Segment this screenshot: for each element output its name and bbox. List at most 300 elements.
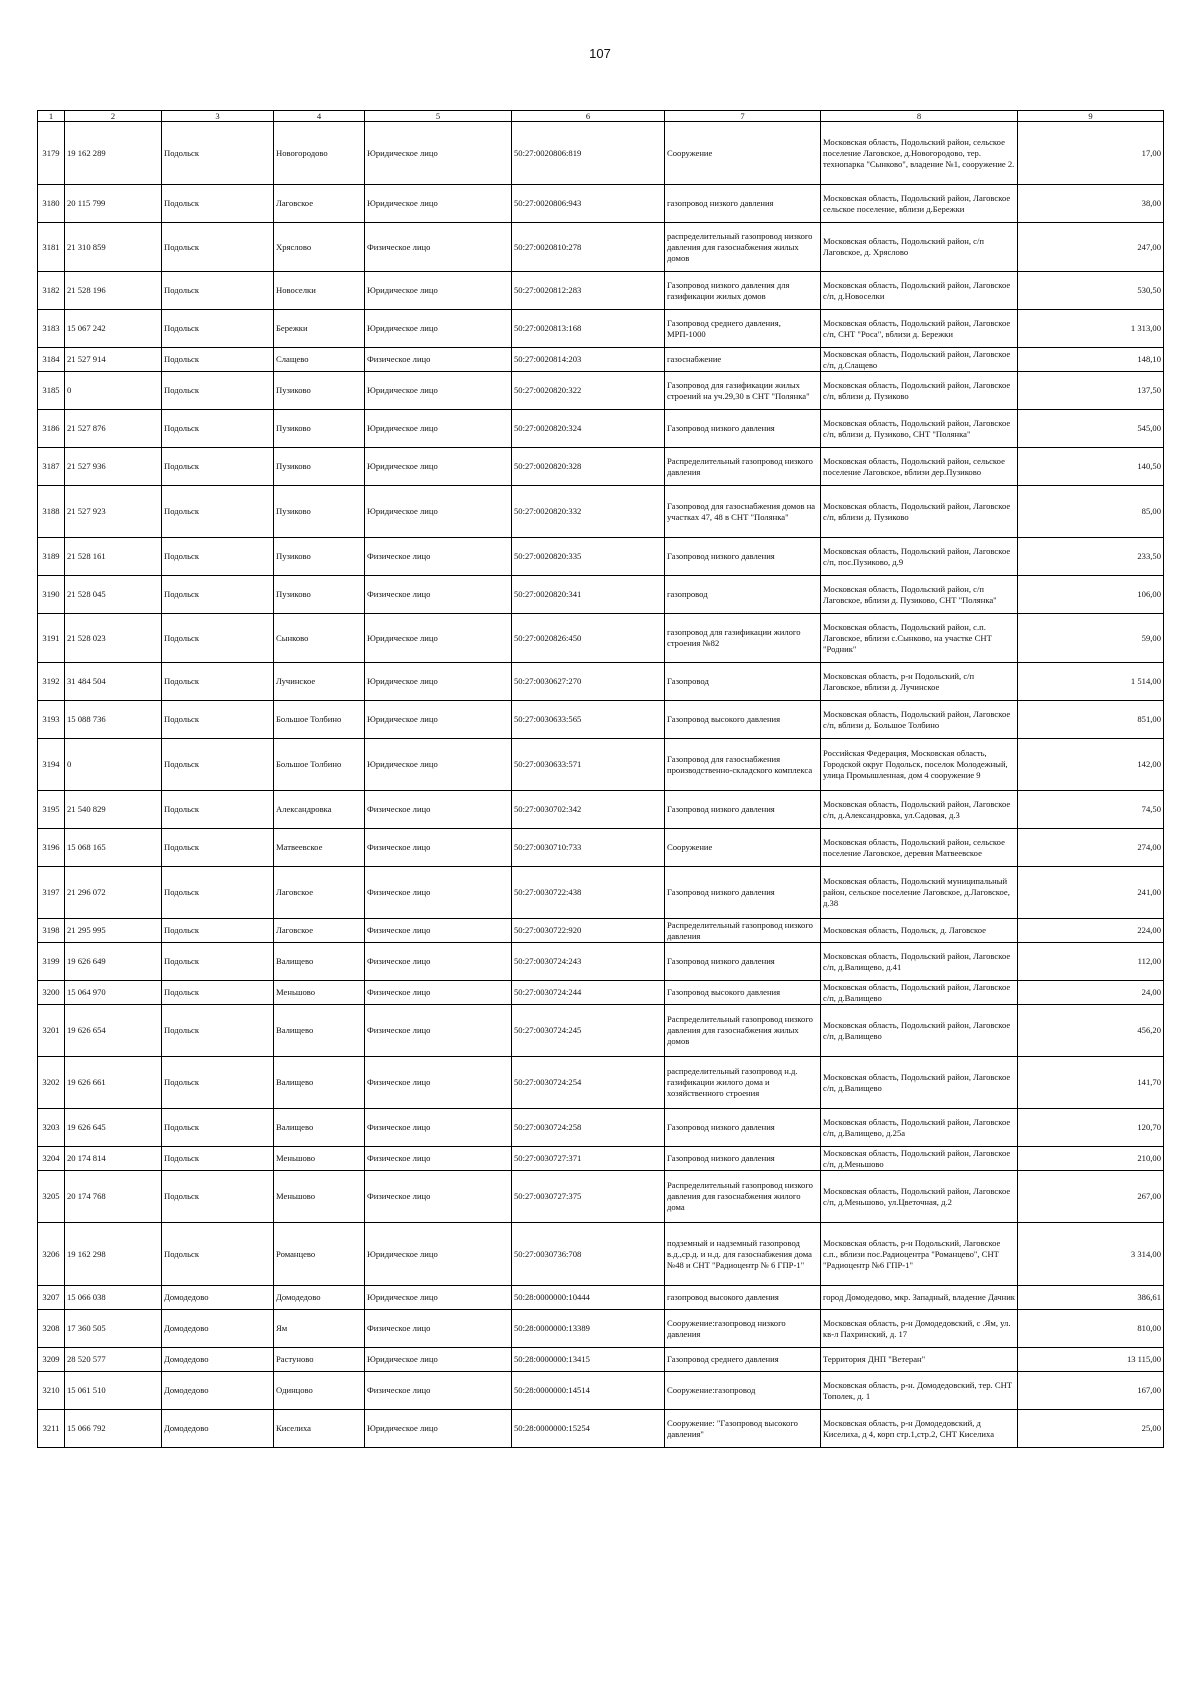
settlement: Киселиха <box>274 1410 365 1448</box>
object-code: 15 061 510 <box>65 1372 162 1410</box>
cadastral-number: 50:27:0030727:371 <box>512 1147 665 1171</box>
city: Подольск <box>162 448 274 486</box>
cadastral-number: 50:27:0030722:438 <box>512 867 665 919</box>
length: 545,00 <box>1018 410 1164 448</box>
row-number: 3192 <box>38 663 65 701</box>
table-row <box>38 223 1164 272</box>
length: 1 514,00 <box>1018 663 1164 701</box>
owner-type: Юридическое лицо <box>365 122 512 185</box>
row-number: 3195 <box>38 791 65 829</box>
owner-type: Физическое лицо <box>365 348 512 372</box>
row-number: 3193 <box>38 701 65 739</box>
owner-type: Физическое лицо <box>365 943 512 981</box>
length: 241,00 <box>1018 867 1164 919</box>
address: Московская область, Подольский район, Лаговское с/п, д.Александровка, ул.Садовая, д.3 <box>821 791 1018 829</box>
row-number: 3205 <box>38 1171 65 1223</box>
city: Домодедово <box>162 1310 274 1348</box>
object-name: газопровод высокого давления <box>665 1286 821 1310</box>
address: Московская область, р-н Подольский, с/п Лаговское, вблизи д. Лучинское <box>821 663 1018 701</box>
cadastral-number: 50:27:0020820:341 <box>512 576 665 614</box>
object-code: 21 528 196 <box>65 272 162 310</box>
owner-type: Физическое лицо <box>365 538 512 576</box>
city: Подольск <box>162 223 274 272</box>
table-row <box>38 272 1164 310</box>
city: Подольск <box>162 1223 274 1286</box>
city: Подольск <box>162 1005 274 1057</box>
object-name: Сооружение <box>665 122 821 185</box>
cadastral-number: 50:27:0030724:245 <box>512 1005 665 1057</box>
table-row <box>38 410 1164 448</box>
cadastral-number: 50:27:0030633:571 <box>512 739 665 791</box>
city: Подольск <box>162 739 274 791</box>
cadastral-number: 50:27:0030722:920 <box>512 919 665 943</box>
cadastral-number: 50:28:0000000:15254 <box>512 1410 665 1448</box>
length: 456,20 <box>1018 1005 1164 1057</box>
row-number: 3189 <box>38 538 65 576</box>
length: 233,50 <box>1018 538 1164 576</box>
object-name: Газопровод низкого давления <box>665 1147 821 1171</box>
table-row <box>38 663 1164 701</box>
owner-type: Юридическое лицо <box>365 1410 512 1448</box>
object-code: 21 528 161 <box>65 538 162 576</box>
owner-type: Юридическое лицо <box>365 614 512 663</box>
settlement: Александровка <box>274 791 365 829</box>
cadastral-number: 50:27:0020820:328 <box>512 448 665 486</box>
settlement: Лаговское <box>274 867 365 919</box>
length: 120,70 <box>1018 1109 1164 1147</box>
city: Подольск <box>162 1057 274 1109</box>
length: 38,00 <box>1018 185 1164 223</box>
table-row <box>38 486 1164 538</box>
cadastral-number: 50:27:0020806:943 <box>512 185 665 223</box>
length: 148,10 <box>1018 348 1164 372</box>
city: Домодедово <box>162 1286 274 1310</box>
city: Подольск <box>162 538 274 576</box>
cadastral-number: 50:27:0030633:565 <box>512 701 665 739</box>
settlement: Пузиково <box>274 576 365 614</box>
row-number: 3190 <box>38 576 65 614</box>
settlement: Одинцово <box>274 1372 365 1410</box>
object-code: 20 115 799 <box>65 185 162 223</box>
cadastral-number: 50:27:0020820:324 <box>512 410 665 448</box>
length: 267,00 <box>1018 1171 1164 1223</box>
object-code: 15 066 038 <box>65 1286 162 1310</box>
object-name: газопровод <box>665 576 821 614</box>
table-row <box>38 448 1164 486</box>
cadastral-number: 50:27:0020813:168 <box>512 310 665 348</box>
city: Подольск <box>162 272 274 310</box>
length: 24,00 <box>1018 981 1164 1005</box>
column-header: 3 <box>162 111 274 122</box>
settlement: Лаговское <box>274 185 365 223</box>
cadastral-number: 50:27:0030627:270 <box>512 663 665 701</box>
column-header: 9 <box>1018 111 1164 122</box>
settlement: Растуново <box>274 1348 365 1372</box>
owner-type: Физическое лицо <box>365 576 512 614</box>
settlement: Валищево <box>274 943 365 981</box>
table-row <box>38 867 1164 919</box>
object-name: Сооружение: "Газопровод высокого давления" <box>665 1410 821 1448</box>
settlement: Большое Толбино <box>274 701 365 739</box>
object-code: 21 540 829 <box>65 791 162 829</box>
owner-type: Физическое лицо <box>365 981 512 1005</box>
owner-type: Физическое лицо <box>365 1005 512 1057</box>
object-name: Газопровод среднего давления, МРП-1000 <box>665 310 821 348</box>
settlement: Бережки <box>274 310 365 348</box>
header-row <box>38 111 1164 122</box>
row-number: 3202 <box>38 1057 65 1109</box>
owner-type: Юридическое лицо <box>365 185 512 223</box>
settlement: Сынково <box>274 614 365 663</box>
address: Московская область, Подольский район, с/п Лаговское, д. Хряслово <box>821 223 1018 272</box>
table-row <box>38 1348 1164 1372</box>
cadastral-number: 50:27:0020814:203 <box>512 348 665 372</box>
row-number: 3179 <box>38 122 65 185</box>
settlement: Ям <box>274 1310 365 1348</box>
table-row <box>38 791 1164 829</box>
city: Подольск <box>162 185 274 223</box>
address: Московская область, Подольский район, Лаговское с/п, д.Меньшово, ул.Цветочная, д.2 <box>821 1171 1018 1223</box>
cadastral-number: 50:27:0020826:450 <box>512 614 665 663</box>
address: Московская область, Подольский район, Лаговское с/п, СНТ "Роса", вблизи д. Бережки <box>821 310 1018 348</box>
object-name: Газопровод низкого давления <box>665 410 821 448</box>
object-code: 21 528 023 <box>65 614 162 663</box>
table-row <box>38 919 1164 943</box>
settlement: Новоселки <box>274 272 365 310</box>
object-code: 21 296 072 <box>65 867 162 919</box>
owner-type: Физическое лицо <box>365 1147 512 1171</box>
settlement: Новогородово <box>274 122 365 185</box>
object-name: Газопровод <box>665 663 821 701</box>
object-code: 28 520 577 <box>65 1348 162 1372</box>
object-code: 20 174 814 <box>65 1147 162 1171</box>
object-name: распределительный газопровод низкого давления для газоснабжения жилых домов <box>665 223 821 272</box>
address: Московская область, р-н Домодедовский, с .Ям, ул. кв-л Пахринский, д. 17 <box>821 1310 1018 1348</box>
address: Московская область, Подольский муниципальный район, сельское поселение Лаговское, д.Лаговское, д.38 <box>821 867 1018 919</box>
address: Московская область, Подольский район, сельское поселение Лаговское, д.Новогородово, тер. технопарка "Сынково", владение №1, сооружение 2. <box>821 122 1018 185</box>
length: 810,00 <box>1018 1310 1164 1348</box>
table-row <box>38 1310 1164 1348</box>
length: 530,50 <box>1018 272 1164 310</box>
length: 247,00 <box>1018 223 1164 272</box>
length: 167,00 <box>1018 1372 1164 1410</box>
owner-type: Физическое лицо <box>365 867 512 919</box>
settlement: Пузиково <box>274 410 365 448</box>
settlement: Матвеевское <box>274 829 365 867</box>
object-code: 19 626 661 <box>65 1057 162 1109</box>
city: Подольск <box>162 576 274 614</box>
address: Московская область, Подольский район, Лаговское с/п, д.Слащево <box>821 348 1018 372</box>
address: Московская область, Подольский район, Лаговское с/п, вблизи д. Пузиково, СНТ "Полянка" <box>821 410 1018 448</box>
object-code: 31 484 504 <box>65 663 162 701</box>
object-code: 21 310 859 <box>65 223 162 272</box>
length: 142,00 <box>1018 739 1164 791</box>
settlement: Валищево <box>274 1005 365 1057</box>
row-number: 3184 <box>38 348 65 372</box>
object-name: Сооружение:газопровод низкого давления <box>665 1310 821 1348</box>
owner-type: Юридическое лицо <box>365 448 512 486</box>
object-name: Распределительный газопровод низкого давления для газоснабжения жилых домов <box>665 1005 821 1057</box>
cadastral-number: 50:28:0000000:13415 <box>512 1348 665 1372</box>
owner-type: Юридическое лицо <box>365 663 512 701</box>
row-number: 3210 <box>38 1372 65 1410</box>
city: Подольск <box>162 1171 274 1223</box>
length: 112,00 <box>1018 943 1164 981</box>
row-number: 3201 <box>38 1005 65 1057</box>
owner-type: Физическое лицо <box>365 223 512 272</box>
settlement: Романцево <box>274 1223 365 1286</box>
row-number: 3183 <box>38 310 65 348</box>
row-number: 3200 <box>38 981 65 1005</box>
owner-type: Юридическое лицо <box>365 372 512 410</box>
length: 17,00 <box>1018 122 1164 185</box>
object-name: Газопровод низкого давления <box>665 538 821 576</box>
settlement: Валищево <box>274 1057 365 1109</box>
length: 851,00 <box>1018 701 1164 739</box>
address: Московская область, Подольский район, Лаговское с/п, д.Меньшово <box>821 1147 1018 1171</box>
object-name: газопровод низкого давления <box>665 185 821 223</box>
address: Московская область, Подольский район, Лаговское с/п, вблизи д. Большое Толбино <box>821 701 1018 739</box>
row-number: 3208 <box>38 1310 65 1348</box>
city: Домодедово <box>162 1410 274 1448</box>
settlement: Домодедово <box>274 1286 365 1310</box>
row-number: 3211 <box>38 1410 65 1448</box>
owner-type: Юридическое лицо <box>365 1223 512 1286</box>
object-code: 15 088 736 <box>65 701 162 739</box>
address: Московская область, Подольский район, Лаговское с/п, д.Валищево <box>821 981 1018 1005</box>
address: Московская область, Подольский район, с/п Лаговское, вблизи д. Пузиково, СНТ "Полянка" <box>821 576 1018 614</box>
city: Подольск <box>162 663 274 701</box>
object-name: Распределительный газопровод низкого давления для газоснабжения жилого дома <box>665 1171 821 1223</box>
row-number: 3198 <box>38 919 65 943</box>
table-row <box>38 538 1164 576</box>
cadastral-number: 50:27:0020812:283 <box>512 272 665 310</box>
city: Подольск <box>162 829 274 867</box>
address: Московская область, Подольский район, Лаговское с/п, пос.Пузиково, д.9 <box>821 538 1018 576</box>
row-number: 3194 <box>38 739 65 791</box>
object-name: подземный и надземный газопровод в.д.,ср.д. и н.д. для газоснабжения дома №48 и СНТ "Радиоцентр № 6 ГПР-1" <box>665 1223 821 1286</box>
length: 3 314,00 <box>1018 1223 1164 1286</box>
city: Домодедово <box>162 1348 274 1372</box>
owner-type: Юридическое лицо <box>365 1348 512 1372</box>
length: 141,70 <box>1018 1057 1164 1109</box>
column-header: 2 <box>65 111 162 122</box>
settlement: Слащево <box>274 348 365 372</box>
length: 25,00 <box>1018 1410 1164 1448</box>
city: Подольск <box>162 372 274 410</box>
settlement: Меньшово <box>274 1147 365 1171</box>
settlement: Большое Толбино <box>274 739 365 791</box>
row-number: 3207 <box>38 1286 65 1310</box>
cadastral-number: 50:27:0030736:708 <box>512 1223 665 1286</box>
city: Подольск <box>162 919 274 943</box>
table-row <box>38 185 1164 223</box>
length: 59,00 <box>1018 614 1164 663</box>
object-code: 15 066 792 <box>65 1410 162 1448</box>
object-code: 15 064 970 <box>65 981 162 1005</box>
cadastral-number: 50:27:0030724:258 <box>512 1109 665 1147</box>
table-row <box>38 1147 1164 1171</box>
city: Подольск <box>162 122 274 185</box>
object-name: Газопровод низкого давления <box>665 867 821 919</box>
cadastral-number: 50:27:0020806:819 <box>512 122 665 185</box>
length: 13 115,00 <box>1018 1348 1164 1372</box>
settlement: Пузиково <box>274 448 365 486</box>
owner-type: Физическое лицо <box>365 829 512 867</box>
address: Московская область, Подольский район, сельское поселение Лаговское, деревня Матвеевское <box>821 829 1018 867</box>
owner-type: Физическое лицо <box>365 1310 512 1348</box>
owner-type: Юридическое лицо <box>365 739 512 791</box>
owner-type: Физическое лицо <box>365 1109 512 1147</box>
table-row <box>38 739 1164 791</box>
length: 1 313,00 <box>1018 310 1164 348</box>
address: Московская область, Подольский район, Лаговское с/п, д.Новоселки <box>821 272 1018 310</box>
object-code: 0 <box>65 372 162 410</box>
column-header: 6 <box>512 111 665 122</box>
object-name: Газопровод для газоснабжения производственно-складского комплекса <box>665 739 821 791</box>
table-row <box>38 1286 1164 1310</box>
table-row <box>38 1372 1164 1410</box>
row-number: 3188 <box>38 486 65 538</box>
object-name: Газопровод низкого давления <box>665 791 821 829</box>
object-name: Распределительный газопровод низкого давления <box>665 448 821 486</box>
address: Московская область, Подольский район, Лаговское с/п, д.Валищево, д.25а <box>821 1109 1018 1147</box>
object-name: Газопровод для газификации жилых строений на уч.29,30 в СНТ "Полянка" <box>665 372 821 410</box>
object-code: 20 174 768 <box>65 1171 162 1223</box>
city: Подольск <box>162 1109 274 1147</box>
table-row <box>38 614 1164 663</box>
object-code: 19 626 645 <box>65 1109 162 1147</box>
city: Подольск <box>162 867 274 919</box>
table-row <box>38 122 1164 185</box>
object-name: Газопровод низкого давления для газификации жилых домов <box>665 272 821 310</box>
city: Подольск <box>162 410 274 448</box>
address: Московская область, Подольский район, Лаговское с/п, вблизи д. Пузиково <box>821 486 1018 538</box>
column-header: 4 <box>274 111 365 122</box>
table-row <box>38 1005 1164 1057</box>
cadastral-number: 50:27:0020820:332 <box>512 486 665 538</box>
address: Российская Федерация, Московская область, Городской округ Подольск, поселок Молодежный, улица Промышленная, дом 4 сооружение 9 <box>821 739 1018 791</box>
object-code: 21 295 995 <box>65 919 162 943</box>
table-row <box>38 943 1164 981</box>
cadastral-number: 50:27:0030702:342 <box>512 791 665 829</box>
object-name: Сооружение:газопровод <box>665 1372 821 1410</box>
settlement: Меньшово <box>274 1171 365 1223</box>
table-row <box>38 829 1164 867</box>
table-body <box>38 122 1164 1448</box>
object-code: 19 626 649 <box>65 943 162 981</box>
table-row <box>38 1223 1164 1286</box>
owner-type: Юридическое лицо <box>365 410 512 448</box>
object-code: 19 162 289 <box>65 122 162 185</box>
length: 137,50 <box>1018 372 1164 410</box>
object-code: 0 <box>65 739 162 791</box>
object-code: 19 162 298 <box>65 1223 162 1286</box>
row-number: 3191 <box>38 614 65 663</box>
cadastral-number: 50:27:0030710:733 <box>512 829 665 867</box>
row-number: 3187 <box>38 448 65 486</box>
object-name: Газопровод низкого давления <box>665 943 821 981</box>
registry-table <box>37 110 1164 1448</box>
length: 386,61 <box>1018 1286 1164 1310</box>
object-name: Газопровод высокого давления <box>665 981 821 1005</box>
owner-type: Юридическое лицо <box>365 310 512 348</box>
address: Московская область, Подольский район, Лаговское с/п, д.Валищево, д.41 <box>821 943 1018 981</box>
owner-type: Юридическое лицо <box>365 701 512 739</box>
table-row <box>38 1057 1164 1109</box>
city: Подольск <box>162 310 274 348</box>
owner-type: Физическое лицо <box>365 1057 512 1109</box>
settlement: Пузиково <box>274 372 365 410</box>
city: Подольск <box>162 981 274 1005</box>
address: Московская область, р-н. Домодедовский, тер. СНТ Тополек, д. 1 <box>821 1372 1018 1410</box>
object-name: Газопровод среднего давления <box>665 1348 821 1372</box>
row-number: 3181 <box>38 223 65 272</box>
row-number: 3197 <box>38 867 65 919</box>
city: Подольск <box>162 486 274 538</box>
length: 210,00 <box>1018 1147 1164 1171</box>
row-number: 3206 <box>38 1223 65 1286</box>
column-header: 5 <box>365 111 512 122</box>
object-name: распределительный газопровод н.д. газификации жилого дома и хозяйственного строения <box>665 1057 821 1109</box>
city: Подольск <box>162 348 274 372</box>
object-code: 15 067 242 <box>65 310 162 348</box>
settlement: Меньшово <box>274 981 365 1005</box>
owner-type: Юридическое лицо <box>365 272 512 310</box>
cadastral-number: 50:27:0020820:322 <box>512 372 665 410</box>
cadastral-number: 50:27:0020820:335 <box>512 538 665 576</box>
object-name: Газопровод для газоснабжения домов на участках 47, 48 в СНТ "Полянка" <box>665 486 821 538</box>
length: 224,00 <box>1018 919 1164 943</box>
settlement: Пузиково <box>274 538 365 576</box>
table-row <box>38 372 1164 410</box>
owner-type: Физическое лицо <box>365 791 512 829</box>
address: Московская область, Подольский район, Лаговское с/п, вблизи д. Пузиково <box>821 372 1018 410</box>
settlement: Лаговское <box>274 919 365 943</box>
object-code: 17 360 505 <box>65 1310 162 1348</box>
object-code: 21 527 936 <box>65 448 162 486</box>
settlement: Лучинское <box>274 663 365 701</box>
city: Подольск <box>162 1147 274 1171</box>
address: Московская область, Подольский район, с.п. Лаговское, вблизи с.Сынково, на участке СНТ "Родник" <box>821 614 1018 663</box>
city: Подольск <box>162 791 274 829</box>
object-code: 21 527 914 <box>65 348 162 372</box>
address: Московская область, Подольский район, Лаговское с/п, д.Валищево <box>821 1057 1018 1109</box>
cadastral-number: 50:28:0000000:14514 <box>512 1372 665 1410</box>
object-name: газопровод для газификации жилого строения №82 <box>665 614 821 663</box>
address: Московская область, Подольский район, сельское поселение Лаговское, вблизи дер.Пузиково <box>821 448 1018 486</box>
cadastral-number: 50:27:0020810:278 <box>512 223 665 272</box>
column-header: 1 <box>38 111 65 122</box>
owner-type: Юридическое лицо <box>365 486 512 538</box>
owner-type: Физическое лицо <box>365 919 512 943</box>
length: 140,50 <box>1018 448 1164 486</box>
row-number: 3180 <box>38 185 65 223</box>
cadastral-number: 50:27:0030724:243 <box>512 943 665 981</box>
object-name: Газопровод высокого давления <box>665 701 821 739</box>
address: Московская область, р-н Домодедовский, д Киселиха, д 4, корп стр.1,стр.2, СНТ Киселиха <box>821 1410 1018 1448</box>
address: город Домодедово, мкр. Западный, владение Дачник <box>821 1286 1018 1310</box>
length: 106,00 <box>1018 576 1164 614</box>
table-row <box>38 576 1164 614</box>
settlement: Пузиково <box>274 486 365 538</box>
address: Московская область, Подольский район, Лаговское сельское поселение, вблизи д.Бережки <box>821 185 1018 223</box>
owner-type: Физическое лицо <box>365 1171 512 1223</box>
row-number: 3204 <box>38 1147 65 1171</box>
address: Московская область, Подольск, д. Лаговское <box>821 919 1018 943</box>
row-number: 3182 <box>38 272 65 310</box>
object-code: 21 527 876 <box>65 410 162 448</box>
